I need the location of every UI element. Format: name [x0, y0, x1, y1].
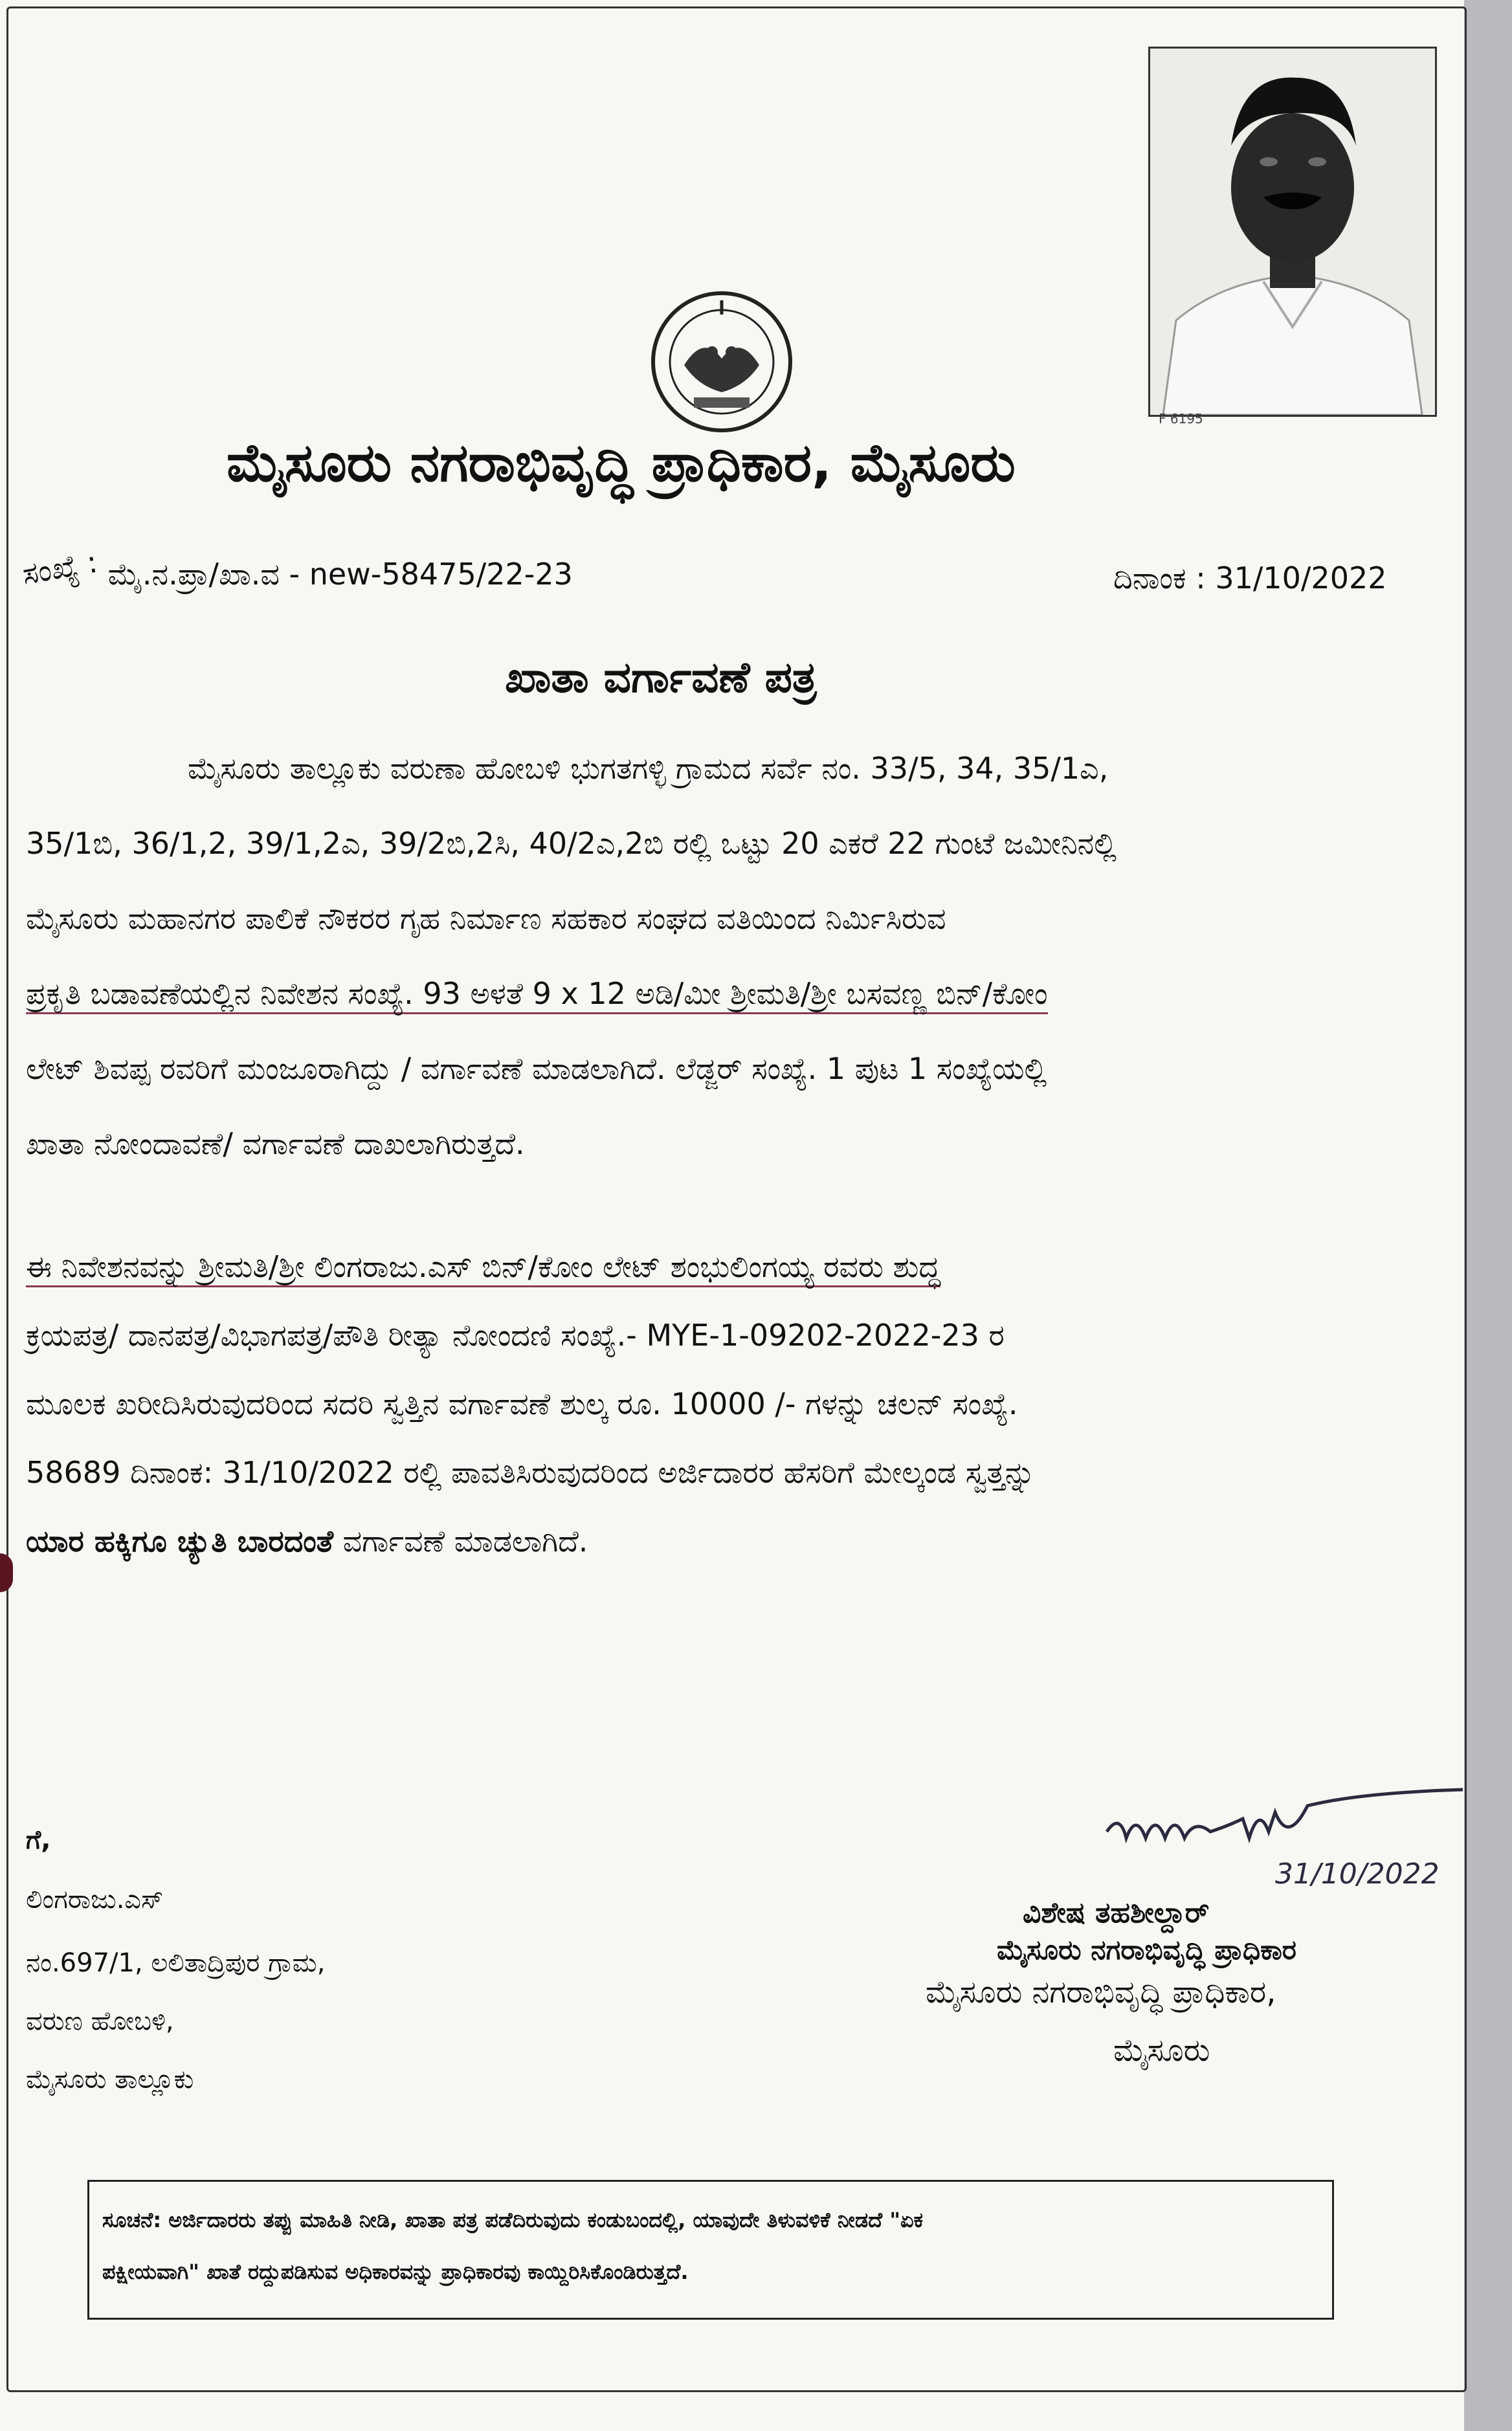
- para1-line: ಲೇಟ್ ಶಿವಪ್ಪ ರವರಿಗೆ ಮಂಜೂರಾಗಿದ್ದು / ವರ್ಗಾವಣೆ ಮಾಡಲಾಗಿದೆ. ಲೆಡ್ಜರ್ ಸಂಖ್ಯೆ. 1 ಪುಟ 1 ಸಂಖ್ಯೆಯಲ್ಲಿ: [26, 1051, 1047, 1086]
- reference-label: ಸಂಖ್ಯೆ :: [19, 544, 100, 592]
- para2-bold-phrase: ಯಾರ ಹಕ್ಕಿಗೂ ಚ್ಯುತಿ ಬಾರದಂತೆ: [26, 1524, 333, 1559]
- office-line: ಮೈಸೂರು ನಗರಾಭಿವೃದ್ಧಿ ಪ್ರಾಧಿಕಾರ,: [926, 1974, 1276, 2010]
- photo-code: F 6195: [1159, 411, 1203, 427]
- para2-line: ಮೂಲಕ ಖರೀದಿಸಿರುವುದರಿಂದ ಸದರಿ ಸ್ವತ್ತಿನ ವರ್ಗಾವಣೆ ಶುಲ್ಕ ರೂ. 10000 /- ಗಳನ್ನು ಚಲನ್ ಸಂಖ್ಯೆ.: [26, 1386, 1018, 1421]
- para2-line: ಈ ನಿವೇಶನವನ್ನು ಶ್ರೀಮತಿ/ಶ್ರೀ ಲಿಂಗರಾಜು.ಎಸ್ ಬಿನ್/ಕೋಂ ಲೇಟ್ ಶಂಭುಲಿಂಗಯ್ಯ ರವರು ಶುದ್ಧ: [26, 1249, 940, 1287]
- para2-line: 58689 ದಿನಾಂಕ: 31/10/2022 ರಲ್ಲಿ ಪಾವತಿಸಿರುವುದರಿಂದ ಅರ್ಜಿದಾರರ ಹೆಸರಿಗೆ ಮೇಲ್ಕಂಡ ಸ್ವತ್ತನ್ನು: [26, 1455, 1036, 1490]
- date-label: ದಿನಾಂಕ :: [1113, 561, 1206, 595]
- addressee-to: ಗೆ,: [26, 1825, 51, 1855]
- addressee-address: ನಂ.697/1, ಲಲಿತಾದ್ರಿಪುರ ಗ್ರಾಮ,: [26, 1948, 326, 1978]
- date-value: 31/10/2022: [1215, 561, 1387, 595]
- para1-line: ಮೈಸೂರು ತಾಲ್ಲೂಕು ವರುಣಾ ಹೋಬಳಿ ಭುಗತಗಳ್ಳಿ ಗ್ರಾಮದ ಸರ್ವೆ ನಂ. 33/5, 34, 35/1ಎ,: [188, 751, 1109, 786]
- signature-date: 31/10/2022: [1275, 1858, 1440, 1891]
- addressee-address: ವರುಣ ಹೋಬಳಿ,: [26, 2006, 174, 2036]
- stamp-designation: ವಿಶೇಷ ತಹಶೀಲ್ದಾರ್: [1023, 1896, 1210, 1929]
- notice-box: [87, 2180, 1334, 2320]
- para1-line: 35/1ಬಿ, 36/1,2, 39/1,2ಎ, 39/2ಬಿ,2ಸಿ, 40/2ಎ,2ಬಿ ರಲ್ಲಿ ಒಟ್ಟು 20 ಎಕರೆ 22 ಗುಂಟೆ ಜಮೀನಿನಲ್ಲಿ: [26, 826, 1117, 861]
- para2-rest: ವರ್ಗಾವಣೆ ಮಾಡಲಾಗಿದೆ.: [333, 1524, 588, 1559]
- para2-line: ಕ್ರಯಪತ್ರ/ ದಾನಪತ್ರ/ವಿಭಾಗಪತ್ರ/ಪೌತಿ ರೀತ್ಯಾ ನೋಂದಣಿ ಸಂಖ್ಯೆ.- MYE-1-09202-2022-23 ರ: [26, 1318, 1005, 1353]
- government-seal-icon: [649, 289, 795, 435]
- signature-block: [906, 1786, 1463, 2097]
- reference-value: ಮೈ.ನ.ಪ್ರಾ/ಖಾ.ವ - new-58475/22-23: [107, 557, 573, 592]
- organization-title: ಮೈಸೂರು ನಗರಾಭಿವೃದ್ಧಿ ಪ್ರಾಧಿಕಾರ, ಮೈಸೂರು: [227, 432, 1016, 494]
- applicant-photo: [1148, 47, 1437, 417]
- reference-number: [19, 544, 573, 593]
- notice-line: ಸೂಚನೆ: ಅರ್ಜಿದಾರರು ತಪ್ಪು ಮಾಹಿತಿ ನೀಡಿ, ಖಾತಾ ಪತ್ರ ಪಡೆದಿರುವುದು ಕಂಡುಬಂದಲ್ಲಿ, ಯಾವುದೇ ತಿಳುವಳಿಕೆ ನೀಡದೆ "ಏಕ: [102, 2208, 924, 2232]
- addressee-address: ಮೈಸೂರು ತಾಲ್ಲೂಕು: [26, 2065, 194, 2094]
- issue-date: [1113, 561, 1387, 597]
- notice-line: ಪಕ್ಷೀಯವಾಗಿ" ಖಾತೆ ರದ್ದುಪಡಿಸುವ ಅಧಿಕಾರವನ್ನು ಪ್ರಾಧಿಕಾರವು ಕಾಯ್ದಿರಿಸಿಕೊಂಡಿರುತ್ತದೆ.: [102, 2259, 689, 2284]
- para2-last-line: [26, 1524, 588, 1560]
- para1-line: ಮೈಸೂರು ಮಹಾನಗರ ಪಾಲಿಕೆ ನೌಕರರ ಗೃಹ ನಿರ್ಮಾಣ ಸಹಕಾರ ಸಂಘದ ವತಿಯಿಂದ ನಿರ್ಮಿಸಿರುವ: [26, 901, 946, 936]
- portrait-drawing: [1150, 49, 1435, 415]
- stamp-organization: ಮೈಸೂರು ನಗರಾಭಿವೃದ್ಧಿ ಪ್ರಾಧಿಕಾರ: [997, 1934, 1297, 1966]
- addressee-name: ಲಿಂಗರಾಜು.ಎಸ್: [26, 1885, 164, 1915]
- document-title: ಖಾತಾ ವರ್ಗಾವಣೆ ಪತ್ರ: [505, 652, 817, 702]
- page-edge: [1464, 0, 1512, 2431]
- para1-line: ಖಾತಾ ನೋಂದಾವಣೆ/ ವರ್ಗಾವಣೆ ದಾಖಲಾಗಿರುತ್ತದೆ.: [26, 1126, 525, 1161]
- para1-line: ಪ್ರಕೃತಿ ಬಡಾವಣೆಯಲ್ಲಿನ ನಿವೇಶನ ಸಂಖ್ಯೆ. 93 ಅಳತೆ 9 x 12 ಅಡಿ/ಮೀ ಶ್ರೀಮತಿ/ಶ್ರೀ ಬಸವಣ್ಣ ಬಿನ್/ಕೋಂ: [26, 976, 1048, 1014]
- office-line: ಮೈಸೂರು: [1113, 2032, 1210, 2069]
